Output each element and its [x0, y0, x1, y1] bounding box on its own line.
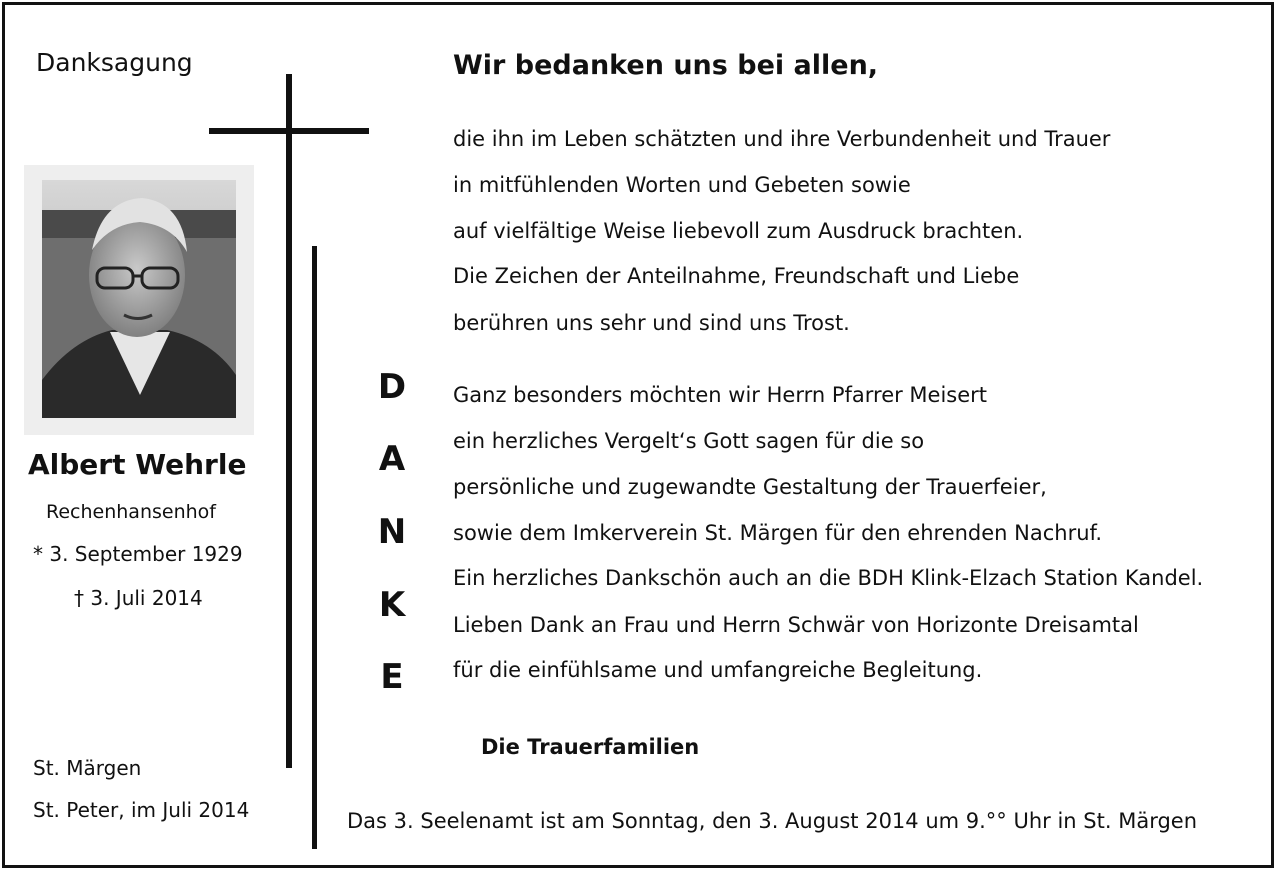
deceased-name: Albert Wehrle [28, 448, 247, 481]
birth-date: * 3. September 1929 [33, 542, 243, 566]
paragraph1-line: die ihn im Leben schätzten und ihre Verbundenheit und Trauer [453, 127, 1111, 151]
paragraph2-line: Ein herzliches Dankschön auch an die BDH Klink-Elzach Station Kandel. [453, 566, 1204, 590]
footer-note: Das 3. Seelenamt ist am Sonntag, den 3. August 2014 um 9.°° Uhr in St. Märgen [347, 809, 1198, 833]
paragraph2-line: Lieben Dank an Frau und Herrn Schwär von Horizonte Dreisamtal [453, 613, 1139, 637]
danke-letter-d: D [377, 367, 407, 407]
death-date: † 3. Juli 2014 [74, 586, 203, 610]
danke-letter-k: K [378, 585, 406, 625]
paragraph1-line: auf vielfältige Weise liebevoll zum Ausdruck brachten. [453, 219, 1024, 243]
paragraph1-line: in mitfühlenden Worten und Gebeten sowie [453, 173, 911, 197]
cross-horizontal-bar [209, 128, 369, 134]
thanks-heading: Wir bedanken uns bei allen, [453, 50, 879, 81]
danke-letter-e: E [380, 657, 404, 697]
paragraph1-line: Die Zeichen der Anteilnahme, Freundschaft und Liebe [453, 264, 1020, 288]
paragraph2-line: ein herzliches Vergelt‘s Gott sagen für die so [453, 429, 925, 453]
danke-letter-n: N [377, 512, 407, 552]
place-line-1: St. Märgen [33, 756, 142, 780]
cross-vertical-bar [286, 74, 292, 768]
danke-letter-a: A [378, 439, 406, 479]
divider-line [312, 246, 317, 849]
paragraph2-line: persönliche und zugewandte Gestaltung der Trauerfeier, [453, 475, 1047, 499]
paragraph2-line: für die einfühlsame und umfangreiche Begleitung. [453, 658, 983, 682]
place-line-2: St. Peter, im Juli 2014 [33, 798, 250, 822]
paragraph1-line: berühren uns sehr und sind uns Trost. [453, 311, 850, 335]
farm-name: Rechenhansenhof [46, 501, 216, 523]
paragraph2-line: sowie dem Imkerverein St. Märgen für den ehrenden Nachruf. [453, 521, 1103, 545]
signature: Die Trauerfamilien [481, 735, 700, 759]
notice-title: Danksagung [36, 48, 193, 77]
portrait-photo-icon [42, 180, 236, 418]
paragraph2-line: Ganz besonders möchten wir Herrn Pfarrer Meisert [453, 383, 988, 407]
